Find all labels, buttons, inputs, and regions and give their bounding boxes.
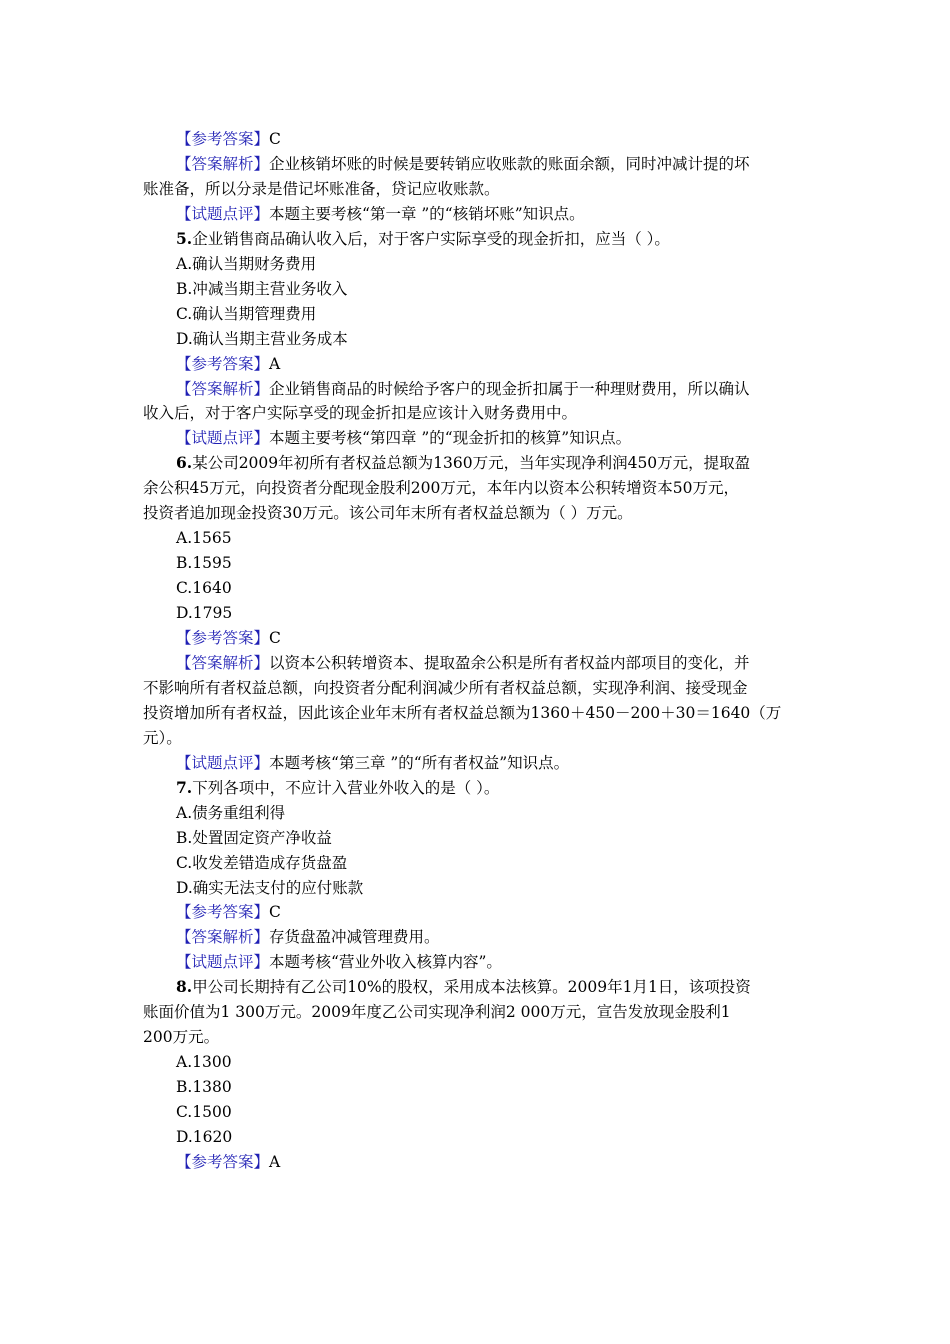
continuation-line	[143, 403, 577, 423]
option-line	[176, 279, 347, 299]
line-text: 收入后，对于客户实际享受的现金折扣是应该计入财务费用中。	[143, 404, 578, 423]
line-text: C	[269, 130, 281, 148]
line-text: B.冲减当期主营业务收入	[176, 279, 348, 298]
section-tag: 【参考答案】	[176, 130, 270, 148]
section-tag: 【参考答案】	[176, 903, 270, 922]
option-line	[176, 329, 348, 349]
line-text: 不影响所有者权益总额，向投资者分配利润减少所有者权益总额，实现净利润、接受现金	[143, 678, 748, 697]
line-text: 存货盘盈冲减管理费用。	[269, 928, 440, 947]
line-text: A.1300	[176, 1053, 232, 1072]
line-text: 投资者追加现金投资30万元。该公司年末所有者权益总额为（ ）万元。	[143, 504, 633, 523]
line-text: A	[269, 1152, 281, 1171]
option-line	[176, 1077, 232, 1097]
line-text: B.处置固定资产净收益	[176, 828, 332, 847]
answer-analysis-line	[176, 379, 750, 399]
section-tag: 【参考答案】	[176, 354, 270, 373]
line-text: D.1795	[176, 604, 233, 622]
line-text: D.确认当期主营业务成本	[176, 329, 348, 348]
line-text: C.收发差错造成存货盘盈	[176, 853, 348, 872]
question-stem-line	[176, 229, 670, 249]
section-tag: 【答案解析】	[176, 653, 270, 672]
question-review-line	[176, 952, 502, 972]
line-text: 账准备，所以分录是借记坏账准备，贷记应收账款。	[143, 179, 500, 198]
line-text: B.1595	[176, 554, 232, 573]
line-text: C.1640	[176, 579, 232, 598]
line-text: C	[269, 629, 281, 647]
line-text: D.1620	[176, 1128, 233, 1146]
line-text: C.1500	[176, 1103, 232, 1121]
line-text: A	[269, 354, 281, 373]
line-text: 本题考核“营业外收入核算内容”。	[269, 953, 502, 972]
answer-analysis-line	[176, 653, 750, 673]
question-review-line	[176, 753, 569, 773]
continuation-line	[143, 703, 781, 723]
question-number: 8.	[176, 977, 193, 997]
option-line	[176, 528, 232, 548]
question-review-line	[176, 204, 585, 224]
section-tag: 【试题点评】	[176, 953, 270, 972]
line-text: 元）。	[143, 728, 182, 747]
continuation-line	[143, 503, 633, 523]
continuation-line	[143, 728, 182, 748]
answer-analysis-line	[176, 927, 440, 947]
question-review-line	[176, 428, 631, 448]
reference-answer-line	[176, 1152, 280, 1172]
option-line	[176, 1127, 232, 1147]
option-line	[176, 828, 332, 848]
section-tag: 【试题点评】	[176, 429, 270, 448]
line-text: C.确认当期管理费用	[176, 304, 317, 323]
option-line	[176, 878, 363, 898]
continuation-line	[143, 1002, 731, 1022]
continuation-line	[143, 678, 748, 698]
line-text: 余公积45万元，向投资者分配现金股利200万元，本年内以资本公积转增资本50万元，	[143, 479, 740, 498]
line-text: A.确认当期财务费用	[176, 254, 317, 273]
line-text: 本题考核“第三章 ”的“所有者权益”知识点。	[269, 753, 570, 772]
option-line	[176, 853, 347, 873]
section-tag: 【答案解析】	[176, 928, 270, 947]
section-tag: 【试题点评】	[176, 753, 270, 772]
option-line	[176, 304, 316, 324]
line-text: 本题主要考核“第一章 ”的“核销坏账”知识点。	[269, 204, 585, 223]
reference-answer-line	[176, 129, 281, 149]
section-tag: 【答案解析】	[176, 154, 270, 173]
section-tag: 【参考答案】	[176, 1152, 270, 1171]
continuation-line	[143, 179, 500, 199]
line-text: C	[269, 903, 281, 922]
question-stem-line	[176, 778, 499, 798]
line-text: 200万元。	[143, 1028, 220, 1047]
line-text: 以资本公积转增资本、提取盈余公积是所有者权益内部项目的变化，并	[269, 653, 750, 672]
reference-answer-line	[176, 354, 280, 374]
line-text: 企业销售商品的时候给予客户的现金折扣属于一种理财费用，所以确认	[269, 379, 750, 398]
option-line	[176, 578, 232, 598]
line-text: 下列各项中，不应计入营业外收入的是（ ）。	[192, 778, 500, 797]
option-line	[176, 254, 316, 274]
reference-answer-line	[176, 902, 281, 922]
line-text: 某公司2009年初所有者权益总额为1360万元，当年实现净利润450万元，提取盈	[192, 454, 751, 473]
line-text: B.1380	[176, 1078, 232, 1097]
question-stem-line	[176, 977, 751, 997]
line-text: D.确实无法支付的应付账款	[176, 878, 364, 897]
section-tag: 【试题点评】	[176, 204, 270, 223]
line-text: A.1565	[176, 529, 232, 548]
line-text: 企业核销坏账的时候是要转销应收账款的账面余额，同时冲减计提的坏	[269, 154, 750, 173]
option-line	[176, 1052, 232, 1072]
section-tag: 【参考答案】	[176, 629, 270, 647]
reference-answer-line	[176, 628, 281, 648]
question-number: 6.	[176, 453, 193, 473]
continuation-line	[143, 478, 739, 498]
question-number: 7.	[176, 777, 193, 797]
option-line	[176, 603, 232, 623]
question-number: 5.	[176, 228, 193, 248]
line-text: 企业销售商品确认收入后，对于客户实际享受的现金折扣，应当（ ）。	[192, 229, 670, 248]
answer-analysis-line	[176, 154, 750, 174]
question-stem-line	[176, 453, 750, 473]
line-text: A.债务重组利得	[176, 803, 286, 822]
option-line	[176, 803, 285, 823]
continuation-line	[143, 1027, 219, 1047]
line-text: 本题主要考核“第四章 ”的“现金折扣的核算”知识点。	[269, 429, 632, 448]
line-text: 甲公司长期持有乙公司10%的股权，采用成本法核算。2009年1月1日，该项投资	[192, 978, 751, 997]
line-text: 投资增加所有者权益，因此该企业年末所有者权益总额为1360＋450－200＋30＝1640（万	[143, 703, 782, 722]
option-line	[176, 1102, 232, 1122]
line-text: 账面价值为1 300万元。2009年度乙公司实现净利润2 000万元，宣告发放现金股利1	[143, 1003, 731, 1022]
section-tag: 【答案解析】	[176, 379, 270, 398]
option-line	[176, 553, 232, 573]
